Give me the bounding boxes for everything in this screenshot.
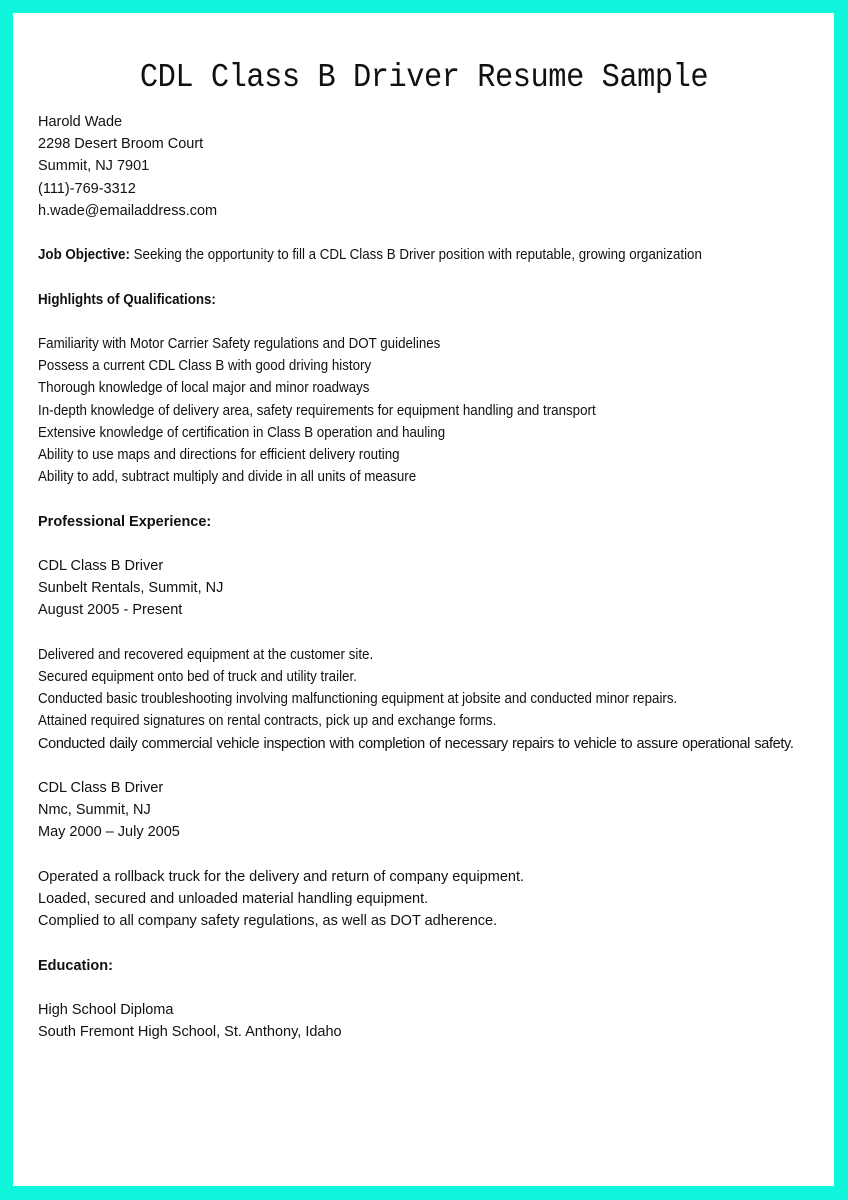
highlights-list — [38, 333, 828, 488]
job-title: CDL Class B Driver — [38, 557, 164, 574]
spacer — [38, 311, 828, 333]
objective-text: Seeking the opportunity to fill a CDL Class B Driver position with reputable, growing organization — [129, 247, 702, 264]
job-title: CDL Class B Driver — [38, 779, 164, 796]
job-company: Nmc, Summit, NJ — [38, 802, 151, 819]
spacer — [38, 932, 828, 954]
list-item: Extensive knowledge of certification in Class B operation and hauling — [38, 424, 446, 441]
job-duty: Conducted basic troubleshooting involving malfunctioning equipment at jobsite and conducted minor repairs. — [38, 691, 678, 708]
list-item: In-depth knowledge of delivery area, safety requirements for equipment handling and transport — [38, 402, 596, 419]
job-duty: Secured equipment onto bed of truck and utility trailer. — [38, 668, 357, 685]
contact-email: h.wade@emailaddress.com — [38, 202, 218, 219]
spacer — [38, 622, 828, 644]
highlights-heading: Highlights of Qualifications: — [38, 291, 216, 308]
list-item: Thorough knowledge of local major and minor roadways — [38, 380, 370, 397]
spacer — [38, 977, 828, 999]
list-item: Possess a current CDL Class B with good driving history — [38, 358, 372, 375]
job-dates: August 2005 - Present — [38, 602, 183, 619]
education-school: South Fremont High School, St. Anthony, Idaho — [38, 1024, 342, 1041]
list-item: Familiarity with Motor Carrier Safety regulations and DOT guidelines — [38, 335, 441, 352]
job-duty: Conducted daily commercial vehicle inspection with completion of necessary repairs to vehicle to assure operational safety. — [38, 735, 794, 752]
spacer — [38, 755, 828, 777]
objective-label: Job Objective: — [38, 247, 130, 264]
job-dates: May 2000 – July 2005 — [38, 824, 180, 841]
job-entry-2 — [38, 777, 828, 932]
spacer — [38, 222, 828, 244]
resume-page — [13, 13, 834, 1186]
resume-content — [38, 111, 828, 1043]
contact-block — [38, 111, 828, 222]
spacer — [38, 533, 828, 555]
job-duty: Attained required signatures on rental contracts, pick up and exchange forms. — [38, 713, 497, 730]
spacer — [38, 844, 828, 866]
job-duty: Complied to all company safety regulations, as well as DOT adherence. — [38, 913, 498, 930]
education-degree: High School Diploma — [38, 1001, 174, 1018]
list-item: Ability to add, subtract multiply and divide in all units of measure — [38, 469, 417, 486]
contact-address: 2298 Desert Broom Court — [38, 136, 204, 153]
education-heading: Education: — [38, 957, 113, 974]
contact-name: Harold Wade — [38, 114, 123, 130]
job-duty: Delivered and recovered equipment at the customer site. — [38, 646, 374, 663]
contact-city: Summit, NJ 7901 — [38, 158, 150, 175]
experience-heading: Professional Experience: — [38, 513, 212, 530]
job-entry-1 — [38, 555, 828, 755]
job-objective — [38, 244, 828, 266]
list-item: Ability to use maps and directions for efficient delivery routing — [38, 447, 400, 463]
page-title: CDL Class B Driver Resume Sample — [139, 59, 709, 96]
job-duty: Operated a rollback truck for the delivery and return of company equipment. — [38, 868, 525, 885]
spacer — [38, 488, 828, 510]
spacer — [38, 266, 828, 288]
job-company: Sunbelt Rentals, Summit, NJ — [38, 580, 224, 597]
job-duty: Loaded, secured and unloaded material handling equipment. — [38, 890, 429, 907]
contact-phone: (111)-769-3312 — [38, 180, 136, 197]
